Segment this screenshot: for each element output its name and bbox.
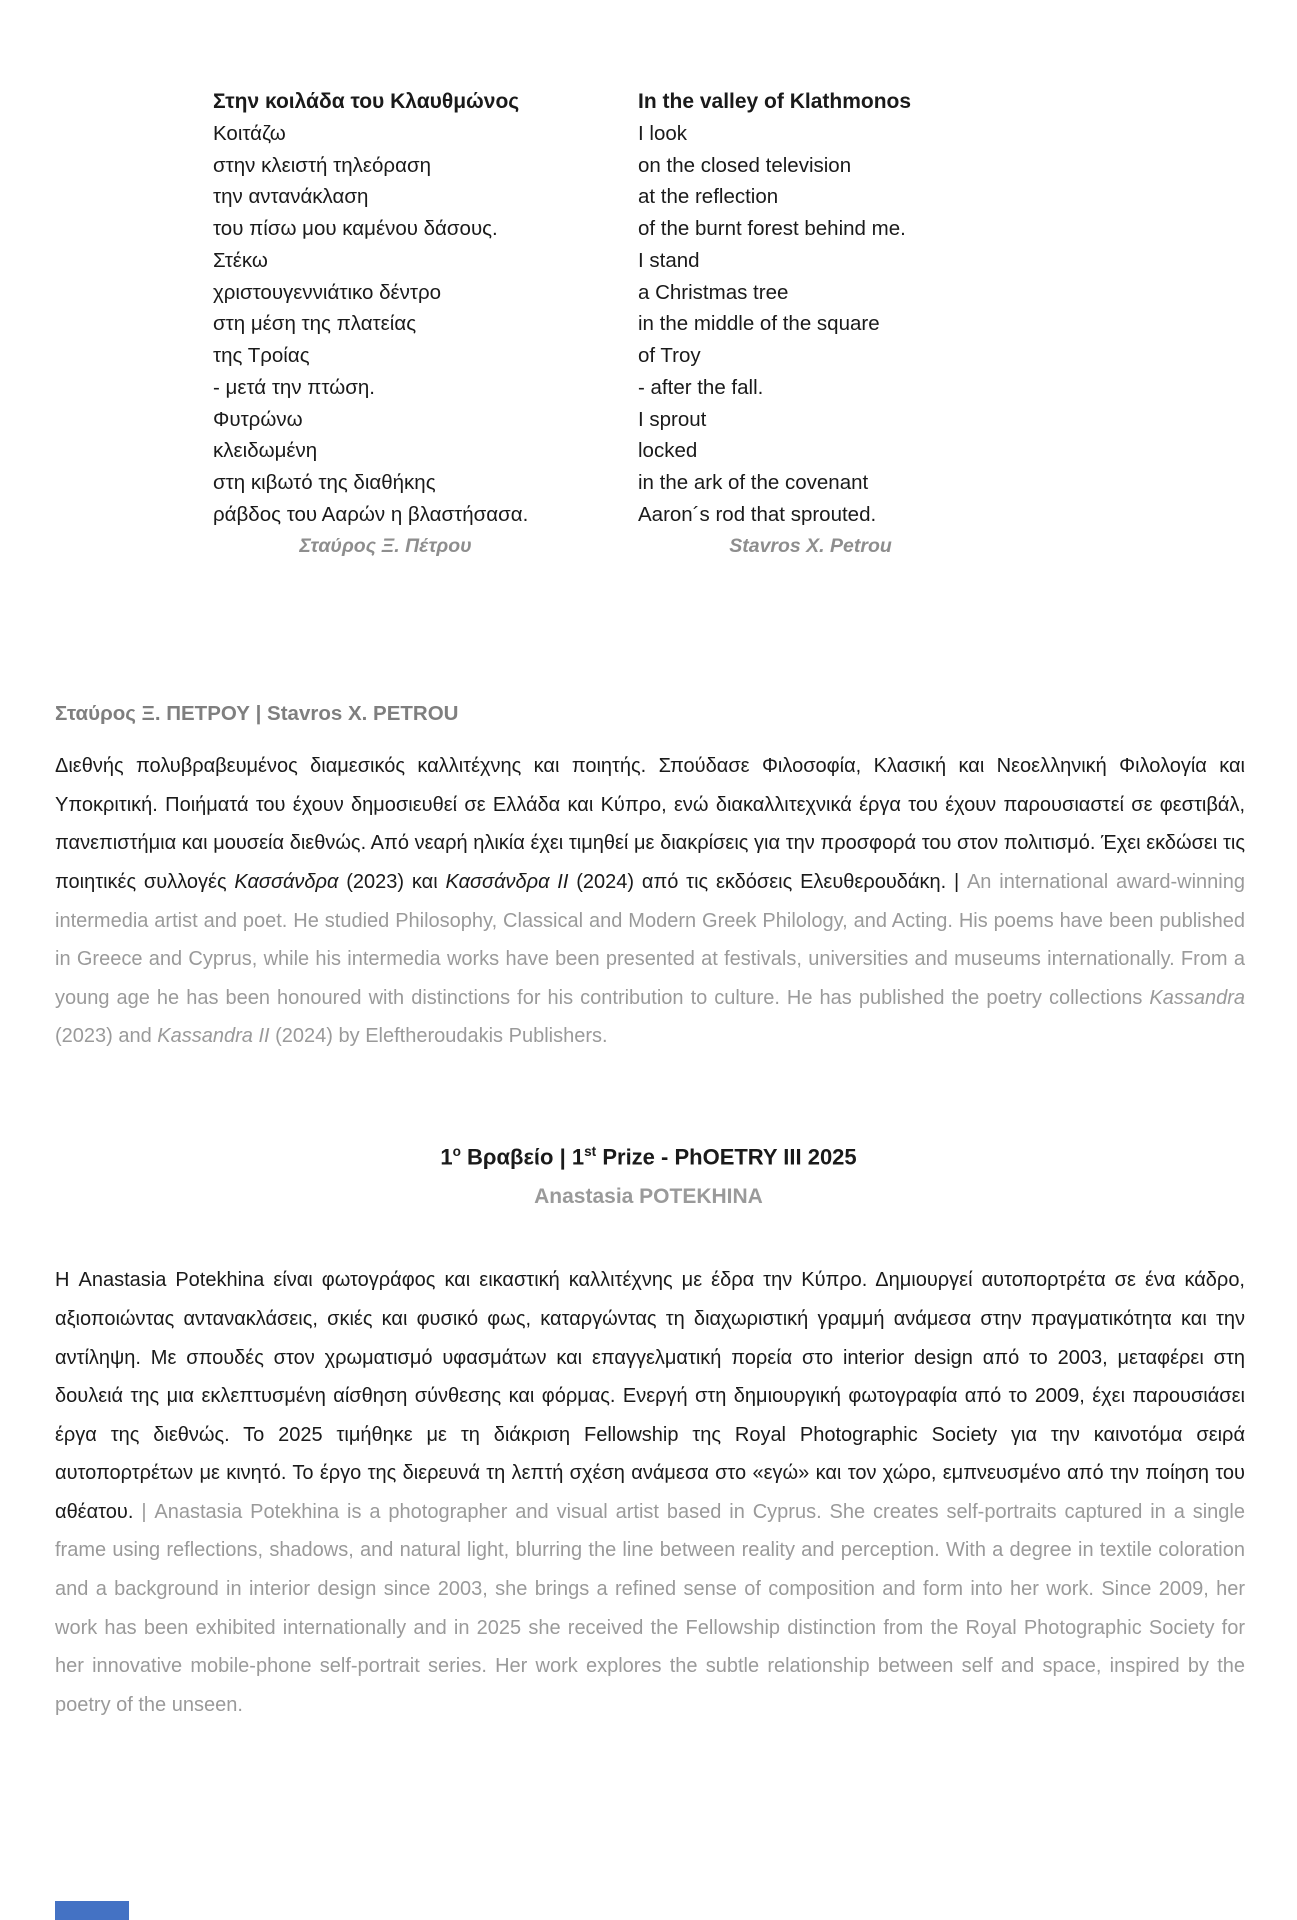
poem-line: on the closed television <box>638 153 852 177</box>
poem-column-english <box>638 86 1063 562</box>
poem-line: I stand <box>638 248 700 272</box>
poem-line: στη μέση της πλατείας <box>213 312 417 336</box>
poem-line: Φυτρώνω <box>213 407 303 431</box>
poem-lines-greek <box>213 118 638 531</box>
prize-title <box>0 1132 1297 1177</box>
text-segment: Κασσάνδρα <box>234 871 339 894</box>
poem-line: I sprout <box>638 407 707 431</box>
poem-line: κλειδωμένη <box>213 439 318 463</box>
text-segment: Kassandra <box>1149 986 1245 1009</box>
poem-column-greek <box>213 86 638 562</box>
poem-line: του πίσω μου καμένου δάσους. <box>213 217 498 240</box>
bio-heading-petrou: Σταύρος Ξ. ΠΕΤΡΟΥ | Stavros X. PETROU <box>55 702 459 726</box>
poem-line: ράβδος του Ααρών η βλαστήσασα. <box>213 502 529 526</box>
text-segment: Η Anastasia Potekhina είναι φωτογράφος και εικαστική καλλιτέχνης με έδρα την Κύπρο. Δημιουργεί αυτοπορτρέτα σε ένα κάδρο, αξιοποιώντας αντανακλάσεις, σκιές και φυσικό φως, καταργώντας τη διαχωριστική γραμμή ανάμεσα στην πραγματικότητα και την αντίληψη. Με σπουδές στον χρωματισμό υφασμάτων και επαγγελματική πορεία στο interior design από το 2003, μεταφέρει στη δουλειά της μια εκλεπτυσμένη αίσθηση σύνθεσης και φόρμας. Ενεργή στη δημιουργική φωτογραφία από το 2009, έχει παρουσιάσει έργα της διεθνώς. Το 2025 τιμήθηκε με τη διάκριση Fellowship της Royal Photographic Society για την καινοτόμα σειρά αυτοπορτρέτων με κινητό. Το έργο της διερευνά τη λεπτή σχέση ανάμεσα στο «εγώ» και τον χώρο, εμπνευσμένο από την ποίηση του αθέατου. <box>55 1269 1245 1523</box>
poem-line: a Christmas tree <box>638 280 789 304</box>
footer-blue-bar <box>55 1901 129 1920</box>
poem-line: in the middle of the square <box>638 312 880 336</box>
text-segment: Διεθνής πολυβραβευμένος διαμεσικός καλλιτέχνης και ποιητής. Σπούδασε Φιλοσοφία, Κλασική και Νεοελληνική Φιλολογία και Υποκριτική. Ποιήματά του έχουν δημοσιευθεί σε Ελλάδα και Κύπρο, ενώ διακαλλιτεχνικά έργα του έχουν παρουσιαστεί σε φεστιβάλ, πανεπιστήμια και μουσεία διεθνώς. Από νεαρή ηλικία έχει τιμηθεί με διακρίσεις για την προσφορά του στον πολιτισμό. Έχει εκδώσει τις ποιητικές συλλογές <box>55 755 1245 894</box>
text-segment: | Anastasia Potekhina is a photographer and visual artist based in Cyprus. She creates self-portraits captured in a single frame using reflections, shadows, and natural light, blurring the line between reality and perception. With a degree in textile coloration and a background in interior design since 2003, she brings a refined sense of composition and form into her work. Since 2009, her work has been exhibited internationally and in 2025 she received the Fellowship distinction from the Royal Photographic Society for her innovative mobile-phone self-portrait series. Her work explores the subtle relationship between self and space, inspired by the poetry of the unseen. <box>55 1500 1245 1716</box>
poem-line: Στέκω <box>213 248 268 272</box>
poem-author-english: Stavros X. Petrou <box>729 534 892 557</box>
poem-line: την αντανάκλαση <box>213 185 369 209</box>
text-segment: 1 <box>440 1144 453 1170</box>
poem-section <box>0 0 1297 562</box>
poem-line: locked <box>638 439 698 463</box>
poem-line: I look <box>638 121 687 145</box>
text-segment: An international award-winning intermedia artist and poet. He studied Philosophy, Classical and Modern Greek Philology, and Acting. His poems have been published in Greece and Cyprus, while his intermedia works have been presented at festivals, universities and museums internationally. From a young age he has been honoured with distinctions for his contribution to culture. He has published the poetry collections <box>55 871 1245 1009</box>
poem-line: at the reflection <box>638 185 779 209</box>
poem-line: - μετά την πτώση. <box>213 375 375 399</box>
text-segment: (2024) από τις εκδόσεις Ελευθερουδάκη. | <box>568 871 967 894</box>
bio-paragraph-potekhina <box>55 1261 1245 1724</box>
poem-line: of Troy <box>638 344 701 367</box>
poem-line: Κοιτάζω <box>213 121 286 145</box>
poem-line: of the burnt forest behind me. <box>638 217 906 240</box>
text-segment: (2023) and <box>55 1025 158 1048</box>
poem-line: - after the fall. <box>638 375 764 399</box>
text-segment: st <box>584 1144 597 1159</box>
poem-title-english: In the valley of Klathmonos <box>638 90 912 113</box>
text-segment: (2024) by Eleftheroudakis Publishers. <box>269 1025 608 1048</box>
poem-title-greek: Στην κοιλάδα του Κλαυθμώνος <box>213 90 520 113</box>
text-segment: ο <box>452 1144 461 1159</box>
text-segment: Kassandra II <box>157 1025 270 1048</box>
text-segment: (2023) και <box>338 871 446 894</box>
text-segment: Βραβείο | 1 <box>460 1144 585 1170</box>
poem-line: in the ark of the covenant <box>638 471 869 494</box>
award-block <box>0 1132 1297 1217</box>
poem-line: στη κιβωτό της διαθήκης <box>213 471 436 494</box>
text-segment: Prize - PhOETRY III 2025 <box>596 1144 857 1170</box>
award-winner-name: Anastasia POTEKHINA <box>534 1185 763 1209</box>
bio-paragraph-petrou <box>55 747 1245 1056</box>
poem-author-greek: Σταύρος Ξ. Πέτρου <box>299 534 472 557</box>
poem-line: της Τροίας <box>213 344 310 367</box>
poem-lines-english <box>638 118 1063 531</box>
text-segment: Κασσάνδρα II <box>445 871 569 894</box>
poem-line: Aaron´s rod that sprouted. <box>638 502 877 526</box>
poem-line: στην κλειστή τηλεόραση <box>213 153 431 177</box>
poem-line: χριστουγεννιάτικο δέντρο <box>213 280 442 304</box>
